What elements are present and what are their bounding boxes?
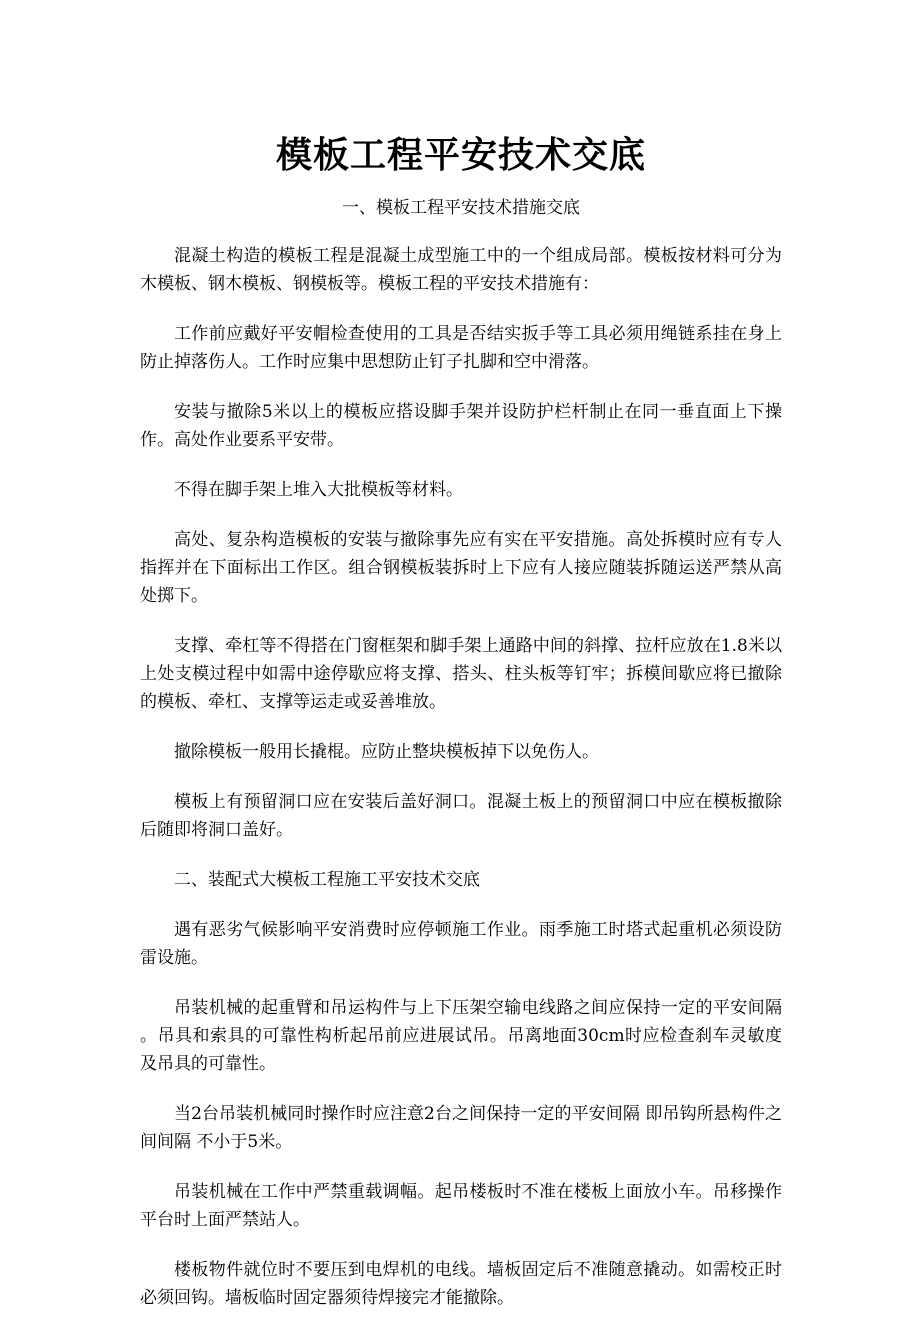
section-1-paragraph: 模板上有预留洞口应在安装后盖好洞口。混凝土板上的预留洞口中应在模板撤除后随即将洞口盖好。 xyxy=(140,792,782,840)
section-1-paragraph: 撤除模板一般用长撬棍。应防止整块模板掉下以免伤人。 xyxy=(174,742,599,762)
section-1-paragraph: 高处、复杂构造模板的安装与撤除事先应有实在平安措施。高处拆模时应有专人指挥并在下面标出工作区。组合钢模板装拆时上下应有人接应随装拆随运送严禁从高处掷下。 xyxy=(140,530,782,606)
section-2-paragraph: 楼板物件就位时不要压到电焊机的电线。墙板固定后不准随意撬动。如需校正时必须回钩。墙板临时固定器须待焊接完才能撤除。 xyxy=(140,1260,782,1308)
section-2-paragraph: 吊装机械在工作中严禁重载调幅。起吊楼板时不准在楼板上面放小车。吊移操作平台时上面严禁站人。 xyxy=(140,1182,782,1230)
section-2-heading: 二、装配式大模板工程施工平安技术交底 xyxy=(174,870,480,890)
section-1-paragraph: 工作前应戴好平安帽检查使用的工具是否结实扳手等工具必须用绳链系挂在身上防止掉落伤人。工作时应集中思想防止钉子扎脚和空中滑落。 xyxy=(140,324,782,372)
section-1-paragraph: 不得在脚手架上堆入大批模板等材料。 xyxy=(174,480,463,500)
document-title: 模板工程平安技术交底 xyxy=(275,134,646,176)
document-content xyxy=(140,128,782,1334)
section-1-heading: 一、模板工程平安技术措施交底 xyxy=(342,198,580,218)
section-2-paragraph: 吊装机械的起重臂和吊运构件与上下压架空输电线路之间应保持一定的平安间隔 。吊具和索具的可靠性构析起吊前应进展试吊。吊离地面30cm时应检查刹车灵敏度及吊具的可靠性。 xyxy=(140,998,782,1074)
section-1-paragraph: 混凝土构造的模板工程是混凝土成型施工中的一个组成局部。模板按材料可分为木模板、钢木模板、钢模板等。模板工程的平安技术措施有： xyxy=(140,246,782,294)
section-1-paragraph: 安装与撤除5米以上的模板应搭设脚手架并设防护栏杆制止在同一垂直面上下操作。高处作业要系平安带。 xyxy=(140,402,782,450)
section-1-paragraph: 支撑、牵杠等不得搭在门窗框架和脚手架上通路中间的斜撑、拉杆应放在1.8米以上处支模过程中如需中途停歇应将支撑、搭头、柱头板等钉牢；拆模间歇应将已撤除的模板、牵杠、支撑等运走或妥善堆放。 xyxy=(140,636,782,712)
section-2-paragraph: 当2台吊装机械同时操作时应注意2台之间保持一定的平安间隔 即吊钩所悬构件之间间隔 不小于5米。 xyxy=(140,1104,782,1152)
section-2-paragraph: 遇有恶劣气候影响平安消费时应停顿施工作业。雨季施工时塔式起重机必须设防雷设施。 xyxy=(140,920,782,968)
